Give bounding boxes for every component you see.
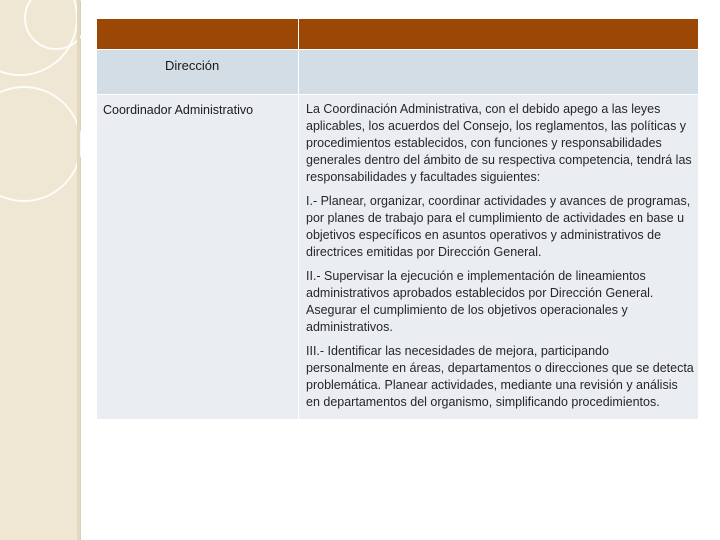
- header-bar-left: [97, 19, 299, 50]
- header-bar-right: [299, 19, 699, 50]
- responsibilities-table: [96, 18, 699, 420]
- description-paragraph: I.- Planear, organizar, coordinar actividades y avances de programas, por planes de trabajo para el cumplimiento de actividades en base u objetivos específicos en asuntos operativos y administrativos de directrices emitidas por Dirección General.: [306, 194, 691, 259]
- role-cell: Coordinador Administrativo: [97, 95, 299, 420]
- description-paragraph: III.- Identificar las necesidades de mejora, participando personalmente en áreas, departamentos o direcciones que se detecta problemática. Planear actividades, mediante una revisión y análisis en departamentos del organismo, simplificando procedimientos.: [306, 344, 694, 409]
- decorative-circle: [0, 86, 82, 202]
- table-subheader-row: [97, 50, 699, 95]
- description-paragraph: La Coordinación Administrativa, con el debido apego a las leyes aplicables, los acuerdos del Consejo, los reglamentos, las políticas y procedimientos establecidos, con funciones y responsabilidades generales dentro del ámbito de su respectiva competencia, tendrá las responsabilidades y facultades siguientes:: [306, 102, 692, 184]
- direction-label: Dirección: [165, 58, 220, 73]
- description-cell: [299, 95, 699, 420]
- table-header-bar: [97, 19, 699, 50]
- decorative-side-band: [0, 0, 81, 540]
- subheader-empty-cell: [299, 50, 699, 95]
- description-paragraph: II.- Supervisar la ejecución e implementación de lineamientos administrativos aprobados establecidos por Dirección General. Asegurar el cumplimiento de los objetivos operacionales y administrativos.: [306, 269, 654, 334]
- side-band-edge: [77, 0, 80, 540]
- direction-header-cell: [97, 50, 299, 95]
- table-row: [97, 95, 699, 420]
